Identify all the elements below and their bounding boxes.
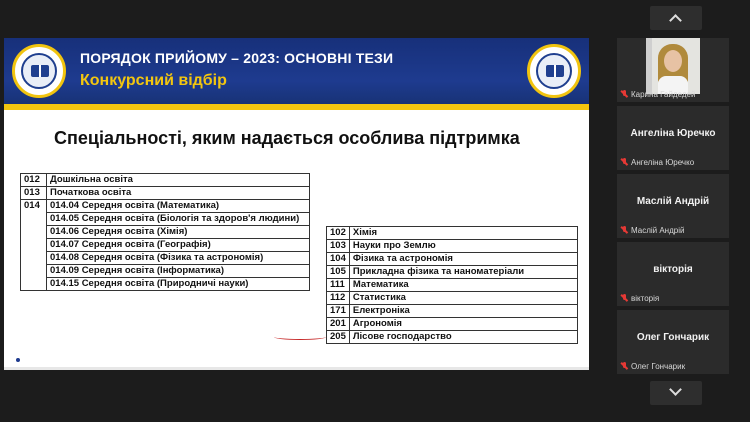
slide-title: ПОРЯДОК ПРИЙОМУ – 2023: ОСНОВНІ ТЕЗИ	[80, 50, 394, 66]
table-row	[21, 252, 310, 265]
participant-tile[interactable]	[617, 310, 729, 374]
special-support-table-education	[20, 173, 310, 291]
annotation-underline	[274, 334, 326, 340]
specialty-code: 103	[327, 240, 350, 253]
participant-caption-text: Маслій Андрій	[631, 226, 685, 235]
specialty-name: Фізика та астрономія	[349, 253, 577, 266]
specialty-name: 014.07 Середня освіта (Географія)	[47, 239, 310, 252]
specialty-name: Дошкільна освіта	[47, 174, 310, 187]
table-row	[21, 239, 310, 252]
specialty-name: 014.06 Середня освіта (Хімія)	[47, 226, 310, 239]
table-row	[21, 174, 310, 187]
mic-off-icon	[621, 294, 628, 302]
participant-tile[interactable]	[617, 38, 729, 102]
participant-name: Маслій Андрій	[636, 196, 710, 207]
university-logo-right	[527, 44, 581, 98]
specialty-code: 171	[327, 305, 350, 318]
table-row	[327, 240, 578, 253]
specialty-code: 111	[327, 279, 350, 292]
specialty-code: 201	[327, 318, 350, 331]
table-row	[327, 253, 578, 266]
specialty-name: Прикладна фізика та наноматеріали	[349, 266, 577, 279]
specialty-name: 014.05 Середня освіта (Біологія та здоров'я людини)	[47, 213, 310, 226]
scroll-participants-up-button[interactable]	[650, 6, 702, 30]
mic-off-icon	[621, 158, 628, 166]
specialty-name: 014.04 Середня освіта (Математика)	[47, 200, 310, 213]
participant-tile[interactable]	[617, 106, 729, 170]
specialty-code: 205	[327, 331, 350, 344]
participant-caption	[621, 294, 659, 303]
specialty-code: 013	[21, 187, 47, 200]
specialty-name: Математика	[349, 279, 577, 292]
special-support-table-sciences	[326, 226, 578, 344]
specialty-name: 014.15 Середня освіта (Природничі науки)	[47, 278, 310, 291]
participant-name: Олег Гончарик	[636, 332, 710, 343]
slide-header	[4, 38, 589, 110]
table-row	[327, 227, 578, 240]
table-row	[327, 318, 578, 331]
specialty-code: 012	[21, 174, 47, 187]
mic-off-icon	[621, 226, 628, 234]
chevron-up-icon	[669, 14, 682, 27]
participant-name: Ангеліна Юречко	[630, 128, 716, 139]
table-row	[21, 200, 310, 213]
table-row	[21, 265, 310, 278]
participant-caption-text: Ангеліна Юречко	[631, 158, 695, 167]
slide-marker	[16, 358, 20, 362]
mic-off-icon	[621, 90, 628, 98]
specialty-name: Лісове господарство	[349, 331, 577, 344]
shared-slide	[4, 38, 589, 370]
table-row	[327, 292, 578, 305]
participant-name: вікторія	[653, 264, 693, 275]
specialty-name: Агрономія	[349, 318, 577, 331]
participant-caption-text: вікторія	[631, 294, 660, 303]
university-logo-left	[12, 44, 66, 98]
participant-tile[interactable]	[617, 242, 729, 306]
slide-footer-bar	[4, 367, 589, 370]
slide-heading: Спеціальності, яким надається особлива підтримка	[54, 128, 520, 148]
chevron-down-icon	[669, 383, 682, 396]
specialty-name: Хімія	[349, 227, 577, 240]
specialty-name: 014.09 Середня освіта (Інформатика)	[47, 265, 310, 278]
participant-caption	[621, 90, 695, 99]
table-row	[21, 187, 310, 200]
participant-caption	[621, 226, 684, 235]
specialty-name: Електроніка	[349, 305, 577, 318]
table-row	[327, 279, 578, 292]
specialty-code: 112	[327, 292, 350, 305]
specialty-code: 105	[327, 266, 350, 279]
specialty-code: 102	[327, 227, 350, 240]
participant-caption	[621, 362, 685, 371]
specialty-name: Статистика	[349, 292, 577, 305]
participant-caption-text: Карина Гайдедей	[631, 90, 696, 99]
table-row	[21, 213, 310, 226]
specialty-name: Початкова освіта	[47, 187, 310, 200]
mic-off-icon	[621, 362, 628, 370]
participant-video	[646, 38, 700, 94]
table-row	[327, 331, 578, 344]
slide-subtitle: Конкурсний відбір	[80, 72, 227, 89]
participant-tile[interactable]	[617, 174, 729, 238]
specialty-code: 014	[21, 200, 47, 291]
table-row	[21, 226, 310, 239]
participant-caption	[621, 158, 694, 167]
scroll-participants-down-button[interactable]	[650, 381, 702, 405]
table-row	[21, 278, 310, 291]
participant-caption-text: Олег Гончарик	[631, 362, 686, 371]
table-row	[327, 305, 578, 318]
specialty-name: 014.08 Середня освіта (Фізика та астрономія)	[47, 252, 310, 265]
table-row	[327, 266, 578, 279]
specialty-name: Науки про Землю	[349, 240, 577, 253]
specialty-code: 104	[327, 253, 350, 266]
